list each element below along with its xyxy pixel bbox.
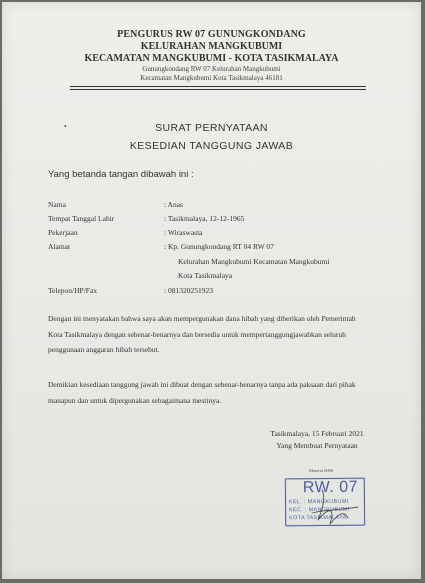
paragraph-line: penggunaan anggaran hibah tersebut. [48,345,160,354]
field-value: : Kp. Gunungkondang RT 04 RW 07 [164,242,274,251]
field-label: Alamat [48,242,71,251]
handwritten-signature [292,480,372,530]
document-page [2,2,421,579]
mark-dot: • [64,122,67,131]
field-label: Nama [48,200,66,209]
letterhead-kecamatan: KECAMATAN MANGKUBUMI - KOTA TASIKMALAYA [84,53,339,64]
field-value: : Anas [164,200,183,209]
address-continuation-2: Kota Tasikmalaya [178,271,233,280]
document-title: SURAT PERNYATAAN [155,122,268,134]
signature-place-date: Tasikmalaya, 15 Februari 2021 [270,429,364,438]
letterhead-address-2: Kecamatan Mangkubumi Kota Tasikmalaya 46181 [140,74,283,82]
stamp-title: RW. 07 [302,478,359,497]
letterhead-rule-thick [70,86,366,87]
paragraph-line: Dengan ini menyatakan bahwa saya akan mempergunakan dana hibah yang diberikan oleh Pemerintah [48,314,356,323]
field-value: : Wiraswasta [164,228,203,237]
statement-paragraph [48,311,368,358]
field-label: Telepon/HP/Fax [48,286,98,295]
stamp-line-kelurahan: KEL. : MANGKUBUMI [288,498,349,506]
closing-paragraph [48,377,368,408]
address-continuation-1: Kelurahan Mangkubumi Kecamatan Mangkubumi [178,257,330,266]
letterhead-kelurahan: KELURAHAN MANGKUBUMI [140,41,283,52]
intro-text: Yang betanda tangan dibawah ini : [48,169,194,180]
stamp-line-kota: KOTA TASIKMALAYA [289,514,347,522]
paragraph-line: manapun dan untuk dipergunakan sebagaimana mestinya. [48,395,222,405]
stamp-line-kecamatan: KEC. : MANGKUBUMI [289,506,350,514]
signature-role: Yang Membuat Pernyataan [276,441,358,450]
field-value: : Tasikmalaya, 12-12-1965 [164,214,245,223]
materai-caption: Materai 6000 [309,468,334,473]
letterhead-organization: PENGURUS RW 07 GUNUNGKONDANG [117,29,306,40]
letterhead-address-1: Gunungkondang RW 07 Kelurahan Mangkubumi [142,65,281,73]
field-label: Tempat Tanggal Lahir [48,214,115,223]
field-value: : 081320251923 [164,286,213,295]
letterhead-rule-thin [70,89,366,90]
paragraph-line: Demikian kesediaan tanggung jawab ini dibuat dengan sebenar-benarnya tanpa ada paksaan dari pihak [48,380,356,389]
document-subtitle: KESEDIAN TANGGUNG JAWAB [129,140,294,152]
paragraph-line: Kota Tasikmalaya dengan sebenar-benarnya dan bersedia untuk mempertanggungjawabkan seluruh [48,329,346,339]
field-label: Pekerjaan [48,228,78,237]
